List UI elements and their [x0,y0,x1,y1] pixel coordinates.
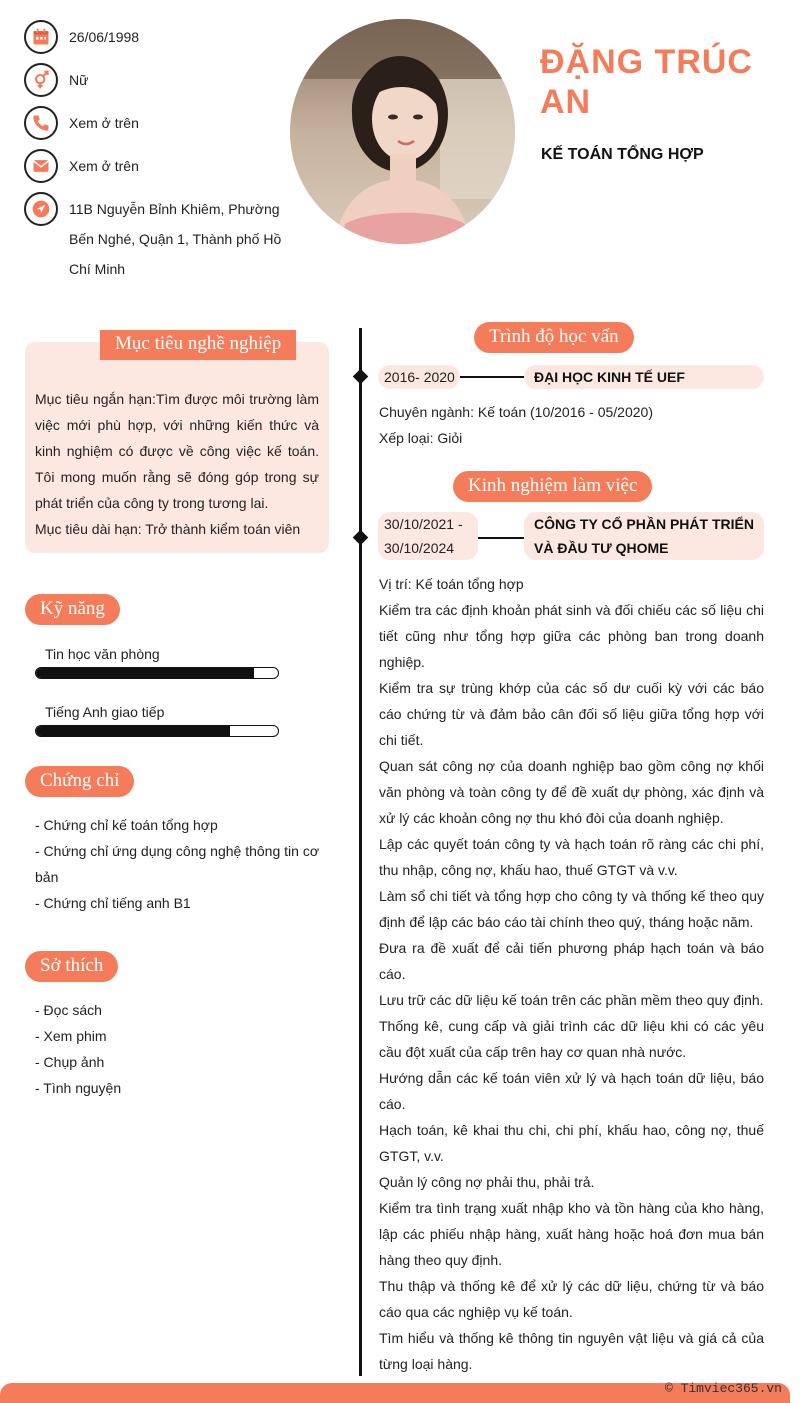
list-item: - Chụp ảnh [35,1054,105,1070]
objective-title: Mục tiêu nghề nghiệp [100,330,296,360]
duty-item: Hướng dẫn các kế toán viên xử lý và hạch toán dữ liệu, báo cáo. [379,1070,764,1112]
certificates-title: Chứng chỉ [25,766,134,797]
list-item: - Chứng chỉ ứng dụng công nghệ thông tin cơ bản [35,843,319,885]
gender-text: Nữ [69,72,89,88]
contact-address [24,192,294,284]
experience-period-end: 30/10/2024 [384,540,455,556]
location-icon [24,192,58,226]
education-grade: Xếp loại: Giỏi [379,430,463,446]
connector-line [478,537,525,539]
contact-phone [24,106,294,138]
duty-item: Kiểm tra các định khoản phát sinh và đối chiếu các số liệu chi tiết cũng như tổng hợp giữa các phòng ban trong doanh nghiệp. [379,602,764,670]
hobbies-title: Sở thích [25,951,118,982]
duty-item: Thu thập và thống kê để xử lý các dữ liệu, chứng từ và báo cáo qua các nghiệp vụ kế toán. [379,1278,764,1320]
skill-item [35,703,279,737]
experience-title: Kinh nghiệm làm việc [453,471,652,502]
footer-copyright: © Timviec365.vn [664,1381,782,1396]
candidate-name: ĐẶNG TRÚC AN [540,43,753,121]
skill-level-fill [36,668,254,678]
duty-item: Quan sát công nợ của doanh nghiệp bao gồm công nợ khối văn phòng và toàn công ty để đề xuất dự phòng, xác định và xử lý các khoản công nợ thu khó đòi của doanh nghiệp. [379,758,764,826]
experience-period [378,512,478,560]
calendar-icon [24,20,58,54]
experience-details [379,571,764,1377]
contact-email [24,149,294,181]
education-title: Trình độ học vấn [474,322,634,353]
birthday-text: 26/06/1998 [69,29,140,45]
timeline-marker [353,369,369,385]
list-item: - Tình nguyện [35,1080,122,1096]
timeline-marker [353,530,369,546]
email-text: Xem ở trên [69,158,139,174]
profile-photo [290,19,515,244]
objective-short-term: Mục tiêu ngắn hạn:Tìm được môi trường làm việc mới phù hợp, với những kiến thức và kinh nghiệm có được về công việc kế toán. Tôi mong muốn rằng sẽ đóng góp trong sự phát triển của công ty trong tương lai. [35,391,319,511]
phone-icon [24,106,58,140]
experience-company: CÔNG TY CỔ PHẦN PHÁT TRIỂN VÀ ĐẦU TƯ QHOME [524,512,764,560]
duty-item: Tìm hiểu và thống kê thông tin nguyên vật liệu và giá cả của từng loại hàng. [379,1330,764,1372]
objective-body [35,386,319,542]
experience-period-start: 30/10/2021 - [384,516,463,532]
skill-level-fill [36,726,230,736]
email-icon [24,149,58,183]
certificates-list [35,812,325,916]
job-title: KẾ TOÁN TỔNG HỢP [541,146,704,163]
contact-gender [24,63,294,95]
education-major: Chuyên ngành: Kế toán (10/2016 - 05/2020) [379,404,653,420]
objective-section [25,333,329,553]
skill-name: Tiếng Anh giao tiếp [45,704,165,720]
duty-item: Lưu trữ các dữ liệu kế toán trên các phần mềm theo quy định. [379,992,764,1008]
skills-title: Kỹ năng [25,594,120,625]
duty-item: Hạch toán, kê khai thu chi, chi phí, khấu hao, công nợ, thuế GTGT, v.v. [379,1122,764,1164]
skill-name: Tin học văn phòng [45,646,160,662]
education-details [379,399,764,451]
skill-item [35,645,279,679]
list-item: - Chứng chỉ kế toán tổng hợp [35,817,218,833]
list-item: - Chứng chỉ tiếng anh B1 [35,895,191,911]
duty-item: Thống kê, cung cấp và giải trình các dữ liệu khi có các yêu cầu đột xuất của cấp trên hay cơ quan nhà nước. [379,1018,764,1060]
skill-bar [35,725,279,737]
gender-icon [24,63,58,97]
experience-position: Vị trí: Kế toán tổng hợp [379,576,524,592]
education-period: 2016- 2020 [378,365,460,389]
list-item: - Xem phim [35,1028,107,1044]
duty-item: Quản lý công nợ phải thu, phải trả. [379,1174,595,1190]
list-item: - Đọc sách [35,1002,102,1018]
education-school: ĐẠI HỌC KINH TẾ UEF [524,365,764,389]
duty-item: Kiểm tra sự trùng khớp của các số dư cuối kỳ với các báo cáo chứng từ và đảm bảo cân đối số liệu giữa tổng hợp với chi tiết. [379,680,764,748]
duty-item: Đưa ra đề xuất để cải tiến phương pháp hạch toán và báo cáo. [379,940,764,982]
phone-text: Xem ở trên [69,115,139,131]
skill-bar [35,667,279,679]
timeline-line [359,328,362,1376]
contact-info [24,20,294,295]
objective-long-term: Mục tiêu dài hạn: Trở thành kiểm toán viên [35,521,301,537]
duty-item: Lập các quyết toán công ty và hạch toán rõ ràng các chi phí, thu nhập, công nợ, khấu hao, thuế GTGT và v.v. [379,836,764,878]
contact-birthday [24,20,294,52]
connector-line [460,376,525,378]
hobbies-list [35,997,325,1101]
duty-item: Làm sổ chi tiết và tổng hợp cho công ty và thống kế theo quy định để lập các báo cáo tài chính theo quý, tháng hoặc năm. [379,888,764,930]
duty-item: Kiểm tra tình trạng xuất nhập kho và tồn hàng của kho hàng, lập các phiếu nhập hàng, xuất hàng hoặc hoá đơn mua bán hàng theo quy định. [379,1200,764,1268]
address-text: 11B Nguyễn Bỉnh Khiêm, Phường Bến Nghé, Quận 1, Thành phố Hồ Chí Minh [69,201,282,277]
avatar [290,19,515,244]
